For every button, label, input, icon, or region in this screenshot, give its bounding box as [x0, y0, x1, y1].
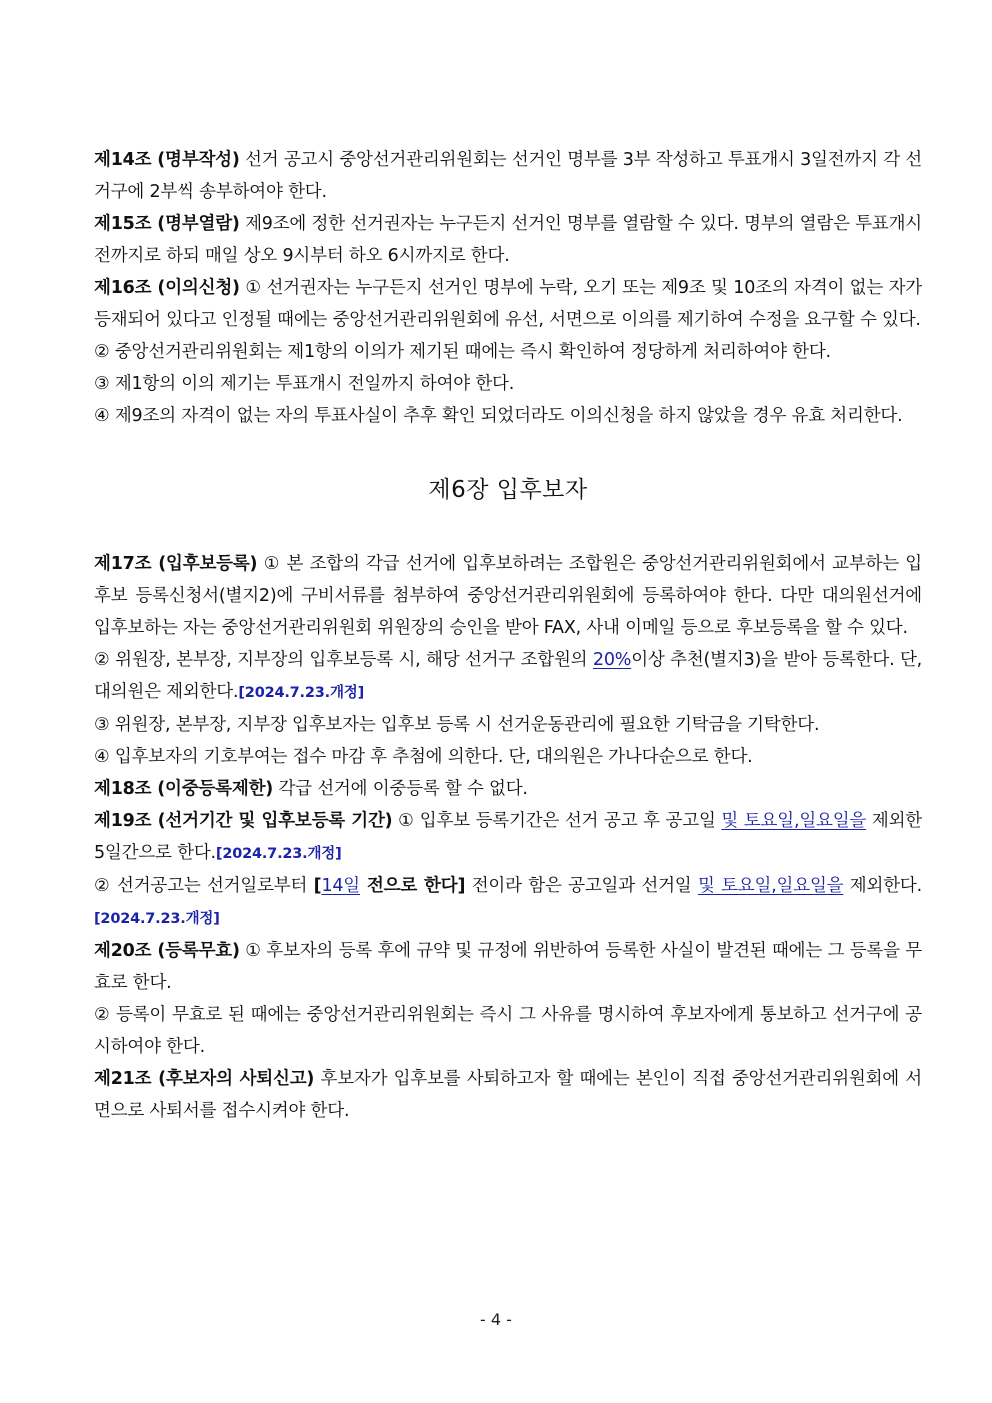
clause-text: ① 입후보 등록기간은 선거 공고 후 공고일 [392, 811, 722, 831]
article-15 [94, 208, 922, 272]
article-title: 제21조 (후보자의 사퇴신고) [94, 1069, 315, 1089]
bracket-close: ] [457, 876, 466, 896]
article-19 [94, 805, 922, 870]
bold-text: 전으로 한다 [360, 876, 458, 896]
document-body [94, 144, 922, 1127]
article-20 [94, 935, 922, 999]
article-text: 제9조에 정한 선거권자는 누구든지 선거인 명부를 열람할 수 있다. 명부의 열람은 투표개시 전까지로 하되 매일 상오 9시부터 하오 6시까지로 한다. [94, 214, 923, 266]
clause-2 [94, 870, 922, 935]
bracket-open: [ [313, 876, 322, 896]
clause-text: ② 선거공고는 선거일로부터 [94, 876, 314, 896]
clause-2: ② 등록이 무효로 된 때에는 중앙선거관리위원회는 즉시 그 사유를 명시하여 후보자에게 통보하고 선거구에 공시하여야 한다. [94, 1005, 922, 1057]
clause-text: 제외한다. [843, 876, 922, 896]
article-title: 제19조 (선거기간 및 입후보등록 기간) [94, 811, 393, 831]
article-title: 제16조 (이의신청) [94, 278, 240, 298]
amended-text: 및 토요일,일요일을 [697, 876, 844, 896]
amended-days: 14일 [321, 876, 361, 896]
clause-1: ① 선거권자는 누구든지 선거인 명부에 누락, 오기 또는 제9조 및 10조의 자격이 없는 자가 등재되어 있다고 인정될 때에는 중앙선거관리위원회에 유선, 서면으로 이의를 제기하여 수정을 요구할 수 있다. [94, 278, 923, 330]
article-21 [94, 1063, 922, 1127]
amendment-note: [2024.7.23.개정] [238, 685, 364, 701]
clause-1: ① 후보자의 등록 후에 규약 및 규정에 위반하여 등록한 사실이 발견된 때에는 그 등록을 무효로 한다. [94, 941, 923, 993]
clause-4: ④ 입후보자의 기호부여는 접수 마감 후 추첨에 의한다. 단, 대의원은 가나다순으로 한다. [94, 747, 753, 767]
clause-text: 제외한 5일간으로 한다. [94, 811, 922, 863]
article-title: 제18조 (이중등록제한) [94, 779, 274, 799]
clause-3: ③ 제1항의 이의 제기는 투표개시 전일까지 하여야 한다. [94, 374, 515, 394]
page-number: - 4 - [480, 1310, 512, 1329]
amendment-note: [2024.7.23.개정] [94, 911, 220, 927]
article-17 [94, 548, 922, 644]
amended-percentage: 20% [592, 650, 632, 670]
clause-3: ③ 위원장, 본부장, 지부장 입후보자는 입후보 등록 시 선거운동관리에 필요한 기탁금을 기탁한다. [94, 715, 820, 735]
clause-1: ① 본 조합의 각급 선거에 입후보하려는 조합원은 중앙선거관리위원회에서 교부하는 입후보 등록신청서(별지2)에 구비서류를 첨부하여 중앙선거관리위원회에 등록하여야 한다. 다만 대의원선거에 입후보하는 자는 중앙선거관리위원회 위원장의 승인을 받아 FAX, 사내 이메일 등으로 후보등록을 할 수 있다. [94, 554, 922, 638]
amended-text: 및 토요일,일요일을 [721, 811, 867, 831]
article-16 [94, 272, 922, 336]
article-title: 제15조 (명부열람) [94, 214, 240, 234]
article-text: 선거 공고시 중앙선거관리위원회는 선거인 명부를 3부 작성하고 투표개시 3일전까지 각 선거구에 2부씩 송부하여야 한다. [94, 150, 922, 202]
clause-2 [94, 644, 922, 709]
clause-4: ④ 제9조의 자격이 없는 자의 투표사실이 추후 확인 되었더라도 이의신청을 하지 않았을 경우 유효 처리한다. [94, 406, 903, 426]
clause-text: 이상 추천(별지3)을 받아 등록한다. 단, 대의원은 제외한다. [94, 650, 923, 702]
article-title: 제20조 (등록무효) [94, 941, 240, 961]
clause-2: ② 중앙선거관리위원회는 제1항의 이의가 제기된 때에는 즉시 확인하여 정당하게 처리하여야 한다. [94, 342, 831, 362]
article-title: 제17조 (입후보등록) [94, 554, 258, 574]
article-14 [94, 144, 922, 208]
chapter-heading: 제6장 입후보자 [428, 477, 588, 503]
article-title: 제14조 (명부작성) [94, 150, 240, 170]
article-text: 각급 선거에 이중등록 할 수 없다. [273, 779, 528, 799]
article-text: 후보자가 입후보를 사퇴하고자 할 때에는 본인이 직접 중앙선거관리위원회에 서면으로 사퇴서를 접수시켜야 한다. [94, 1069, 922, 1121]
article-18 [94, 773, 922, 805]
clause-text: ② 위원장, 본부장, 지부장의 입후보등록 시, 해당 선거구 조합원의 [94, 650, 593, 670]
amendment-note: [2024.7.23.개정] [215, 846, 342, 862]
clause-text: 전이라 함은 공고일과 선거일 [465, 876, 698, 896]
